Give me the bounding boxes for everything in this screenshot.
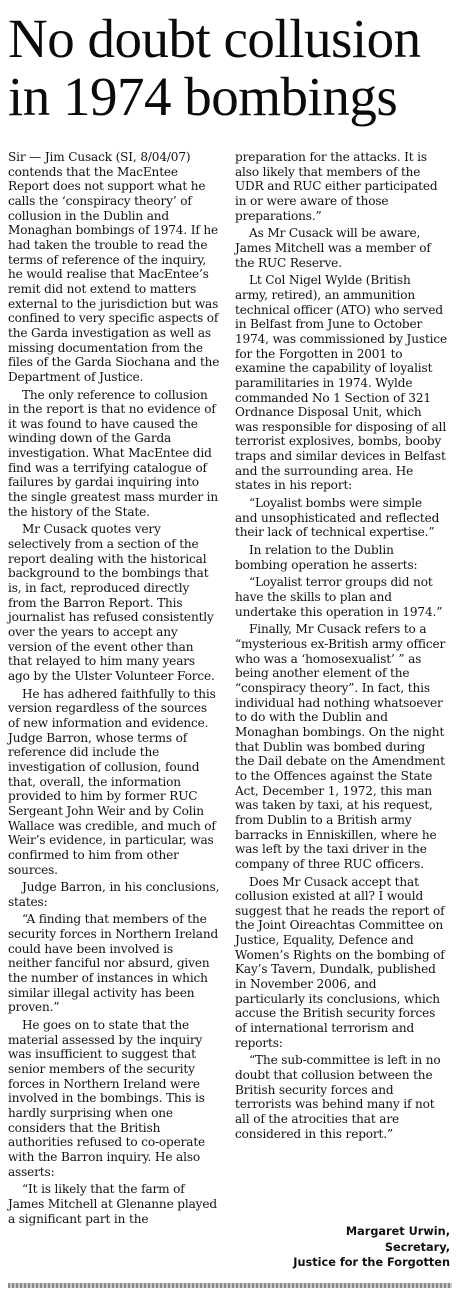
paragraph: The only reference to collusion in the report is that no evidence of it was found to have caused the winding down of the Garda investigation. What MacEntee did find was a terrifying catalogue of failures by gardai inquiring into the single greatest mass murder in the history of the State.: [8, 387, 218, 519]
headline-line-2: in 1974 bombings: [8, 66, 398, 127]
paragraph: Sir — Jim Cusack (SI, 8/04/07) contends that the MacEntee Report does not support what he calls the ‘conspiracy theory’ of collusion in the Dublin and Monaghan bombings of 1974. If he had taken the trouble to read the terms of reference of the inquiry, he would realise that MacEntee’s remit did not extend to matters external to the jurisdiction but was confined to very specific aspects of the Garda investigation as well as missing documentation from the files of the Garda Siochana and the Department of Justice.: [8, 150, 220, 384]
paragraph: Judge Barron, in his conclusions, states:: [8, 880, 220, 909]
quote-paragraph: “A finding that members of the security forces in Northern Ireland could have been involved is neither fanciful nor absurd, given the number of instances in which similar illegal activity has been proven.”: [8, 912, 219, 1015]
quote-paragraph: “Loyalist terror groups did not have the skills to plan and undertake this operation in 1974.”: [235, 575, 443, 619]
paragraph: As Mr Cusack will be aware, James Mitchell was a member of the RUC Reserve.: [235, 226, 431, 270]
signature-title: Secretary,: [384, 1240, 450, 1254]
paragraph: Finally, Mr Cusack refers to a “mysterious ex-British army officer who was a ‘homosexualist’ ” as being another element of the “conspiracy theory”. In fact, this individual had nothing whatsoever to do with the Dublin and Monaghan bombings. On the night that Dublin was bombed during the Dail debate on the Amendment to the Offences against the State Act, December 1, 1972, this man was taken by taxi, at his request, from Dublin to a British army barracks in Enniskillen, where he was left by the taxi driver in the company of three RUC officers.: [235, 622, 446, 871]
right-column: [235, 150, 447, 1144]
paragraph: Mr Cusack quotes very selectively from a section of the report dealing with the historical background to the bombings that is, in fact, reproduced directly from the Barron Report. This journalist has refused consistently over the years to accept any version of the event other than that relayed to him many years ago by the Ulster Volunteer Force.: [8, 522, 215, 683]
paragraph: He has adhered faithfully to this version regardless of the sources of new information and evidence. Judge Barron, whose terms of reference did include the investigation of collusion, found that, overall, the information provided to him by former RUC Sergeant John Weir and by Colin Wallace was credible, and much of Weir’s evidence, in particular, was confirmed to him from other sources.: [8, 686, 216, 877]
left-column: [8, 150, 220, 1229]
quote-paragraph: “It is likely that the farm of James Mitchell at Glenanne played a significant part in the: [8, 1182, 217, 1226]
paragraph: He goes on to state that the material assessed by the inquiry was insufficient to suggest that senior members of the security forces in Northern Ireland were involved in the bombings. This is hardly surprising when one considers that the British authorities refused to co-operate with the Barron inquiry. He also asserts:: [8, 1018, 206, 1179]
paragraph: In relation to the Dublin bombing operation he asserts:: [235, 543, 418, 572]
signature: [293, 1224, 450, 1271]
headline-line-1: No doubt collusion: [8, 8, 421, 69]
quote-paragraph: “Loyalist bombs were simple and unsophisticated and reflected their lack of technical expertise.”: [235, 496, 440, 540]
bottom-rule: [8, 1283, 452, 1288]
headline: [8, 10, 454, 126]
paragraph: Does Mr Cusack accept that collusion existed at all? I would suggest that he reads the report of the Joint Oireachtas Committee on Justice, Equality, Defence and Women’s Rights on the bombing of Kay’s Tavern, Dundalk, published in November 2006, and particularly its conclusions, which accuse the British security forces of international terrorism and reports:: [235, 874, 445, 1050]
signature-name: Margaret Urwin,: [345, 1225, 450, 1238]
quote-paragraph: “The sub-committee is left in no doubt that collusion between the British security forces and terrorists was behind many if not all of the atrocities that are considered in this report.”: [235, 1053, 441, 1141]
signature-organisation: Justice for the Forgotten: [293, 1256, 450, 1269]
paragraph: Lt Col Nigel Wylde (British army, retired), an ammunition technical officer (ATO) who served in Belfast from June to October 1974, was commissioned by Justice for the Forgotten in 2001 to examine the capability of loyalist paramilitaries in 1974. Wylde commanded No 1 Section of 321 Ordnance Disposal Unit, which was responsible for disposing of all terrorist explosives, bombs, booby traps and similar devices in Belfast and the surrounding area. He states in his report:: [235, 273, 447, 493]
paragraph: preparation for the attacks. It is also likely that members of the UDR and RUC either participated in or were aware of those preparations.”: [235, 150, 438, 223]
